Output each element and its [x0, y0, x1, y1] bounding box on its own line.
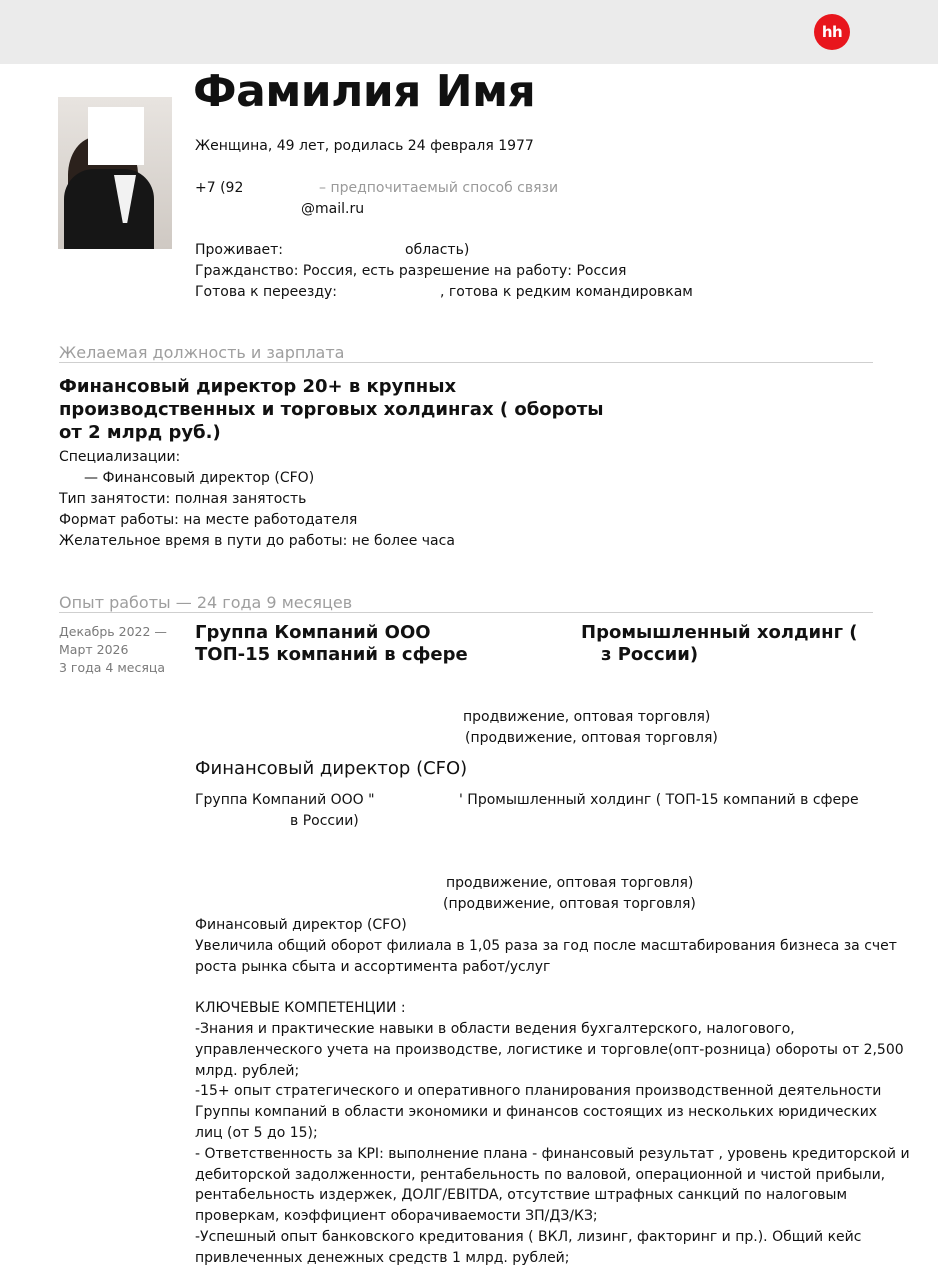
description-line: -Знания и практические навыки в области ведения бухгалтерского, налогового, [195, 1020, 795, 1037]
email-link[interactable]: @mail.ru [301, 201, 365, 217]
residence-label: Проживает: [195, 242, 284, 258]
industry-line: (продвижение, оптовая торговля) [465, 730, 718, 746]
description-line: - Ответственность за KPI: выполнение плана - финансовый результат , уровень кредиторской и [195, 1145, 910, 1162]
company-full: Группа Компаний ООО " [195, 792, 375, 808]
job-position: Финансовый директор (CFO) [195, 758, 468, 779]
profile-photo [58, 97, 172, 249]
company-full: ' Промышленный холдинг ( ТОП-15 компаний в сфере [459, 792, 859, 808]
company-name: Промышленный холдинг ( [581, 622, 858, 643]
section-title-desired: Желаемая должность и зарплата [59, 343, 345, 362]
company-name: ТОП-15 компаний в сфере [195, 644, 468, 665]
specializations-label: Специализации: [59, 449, 181, 465]
commute-time: Желательное время в пути до работы: не более часа [59, 533, 455, 549]
job-date-start: Декабрь 2022 — [59, 624, 167, 639]
desired-title-line: Финансовый директор 20+ в крупных [59, 376, 457, 397]
top-bar [0, 0, 938, 64]
description-line: управленческого учета на производстве, логистике и торговле(опт-розница) обороты от 2,500 [195, 1041, 904, 1058]
description-line: Финансовый директор (CFO) [195, 917, 407, 933]
industry-line: продвижение, оптовая торговля) [446, 875, 694, 891]
section-title-experience: Опыт работы — 24 года 9 месяцев [59, 593, 353, 612]
description-line: проверкам, коэффициент оборачиваемости ЗП/ДЗ/КЗ; [195, 1208, 598, 1225]
description-line: Увеличила общий оборот филиала в 1,05 раза за год после масштабирования бизнеса за счет [195, 937, 897, 954]
relocation-label: Готова к переезду: [195, 284, 338, 300]
industry-line: продвижение, оптовая торговля) [463, 709, 711, 725]
job-duration: 3 года 4 месяца [59, 660, 166, 675]
company-full: в России) [290, 813, 359, 829]
description-line: КЛЮЧЕВЫЕ КОМПЕТЕНЦИИ : [195, 1000, 406, 1017]
work-format: Формат работы: на месте работодателя [59, 512, 358, 528]
section-divider [59, 612, 873, 613]
description-line: -Успешный опыт банковского кредитования ( ВКЛ, лизинг, факторинг и пр.). Общий кейс [195, 1228, 862, 1245]
description-line: -15+ опыт стратегического и оперативного планирования производственной деятельности [195, 1083, 882, 1100]
candidate-name: Фамилия Имя [193, 66, 536, 117]
description-line: Группы компаний в области экономики и финансов состоящих из нескольких юридических [195, 1104, 878, 1121]
hh-logo-icon[interactable]: hh [814, 14, 850, 50]
description-line [195, 977, 910, 998]
company-name: з России) [601, 644, 699, 665]
description-line: привлеченных денежных средств 1 млрд. рублей; [195, 1249, 570, 1266]
desired-title-line: производственных и торговых холдингах ( обороты [59, 399, 604, 420]
job-description [195, 915, 910, 1269]
description-line: млрд. рублей; [195, 1062, 300, 1079]
desired-title-line: от 2 млрд руб.) [59, 422, 221, 443]
phone-note: – предпочитаемый способ связи [319, 180, 559, 196]
job-date-end: Март 2026 [59, 642, 129, 657]
section-divider [59, 362, 873, 363]
description-line: роста рынка сбыта и ассортимента работ/услуг [195, 958, 551, 975]
description-line: рентабельность издержек, ДОЛГ/EBITDA, отсутствие штрафных санкций по налоговым [195, 1187, 848, 1204]
relocation-value: , готова к редким командировкам [440, 284, 693, 300]
industry-line: (продвижение, оптовая торговля) [443, 896, 696, 912]
phone[interactable]: +7 (92 [195, 180, 244, 196]
demographics: Женщина, 49 лет, родилась 24 февраля 1977 [195, 138, 534, 154]
description-line: дебиторской задолженности, рентабельность по валовой, операционной и чистой прибыли, [195, 1166, 886, 1183]
employment-type: Тип занятости: полная занятость [59, 491, 307, 507]
specialization-item: — Финансовый директор (CFO) [84, 470, 315, 486]
company-name: Группа Компаний ООО [195, 622, 431, 643]
description-line: лиц (от 5 до 15); [195, 1124, 318, 1141]
residence-value: область) [405, 242, 470, 258]
citizenship: Гражданство: Россия, есть разрешение на работу: Россия [195, 263, 627, 279]
